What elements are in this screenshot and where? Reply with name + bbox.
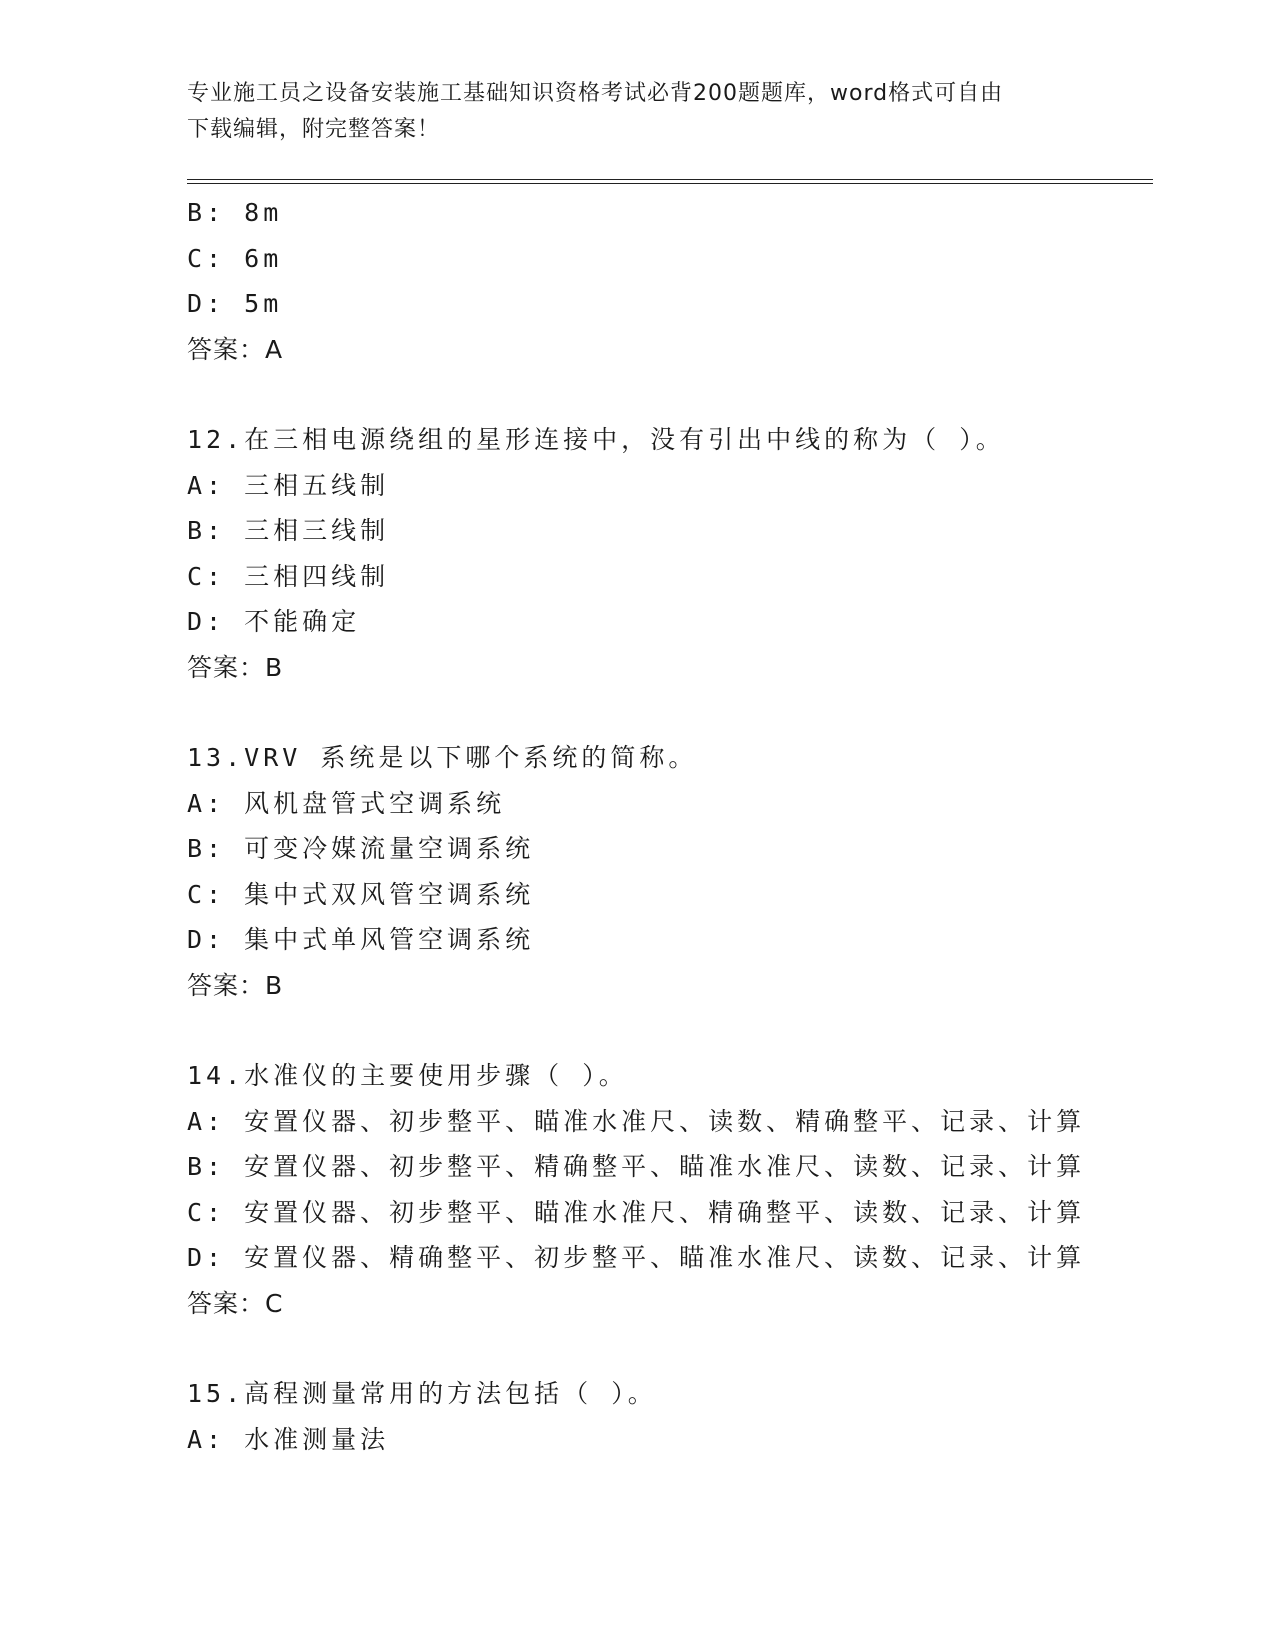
option-d: D: 集中式单风管空调系统: [187, 925, 535, 954]
answer-label: 答案：A: [187, 334, 284, 364]
header-rule-top: [187, 179, 1153, 180]
header-line-1: 专业施工员之设备安装施工基础知识资格考试必背200题题库，word格式可自由: [187, 81, 1004, 106]
option-c: C: 安置仪器、初步整平、瞄准水准尺、精确整平、读数、记录、计算: [187, 1197, 1086, 1227]
question-12: [187, 417, 1147, 690]
question-11-continued: [187, 190, 1147, 372]
option-c: C: 6m: [187, 243, 283, 273]
option-a: A: 安置仪器、初步整平、瞄准水准尺、读数、精确整平、记录、计算: [187, 1106, 1086, 1136]
option-b: B: 可变冷媒流量空调系统: [187, 834, 535, 863]
option-b: B: 安置仪器、初步整平、精确整平、瞄准水准尺、读数、记录、计算: [187, 1152, 1086, 1181]
question-list: [187, 190, 1147, 1462]
question-14: [187, 1053, 1147, 1326]
option-d: D: 安置仪器、精确整平、初步整平、瞄准水准尺、读数、记录、计算: [187, 1243, 1086, 1272]
question-title: 14.水准仪的主要使用步骤（ ）。: [187, 1061, 628, 1090]
question-title: 13.VRV 系统是以下哪个系统的简称。: [187, 743, 698, 772]
option-a: A: 三相五线制: [187, 470, 390, 500]
option-a: A: 水准测量法: [187, 1424, 390, 1454]
question-13: [187, 735, 1147, 1008]
option-d: D: 不能确定: [187, 607, 361, 636]
question-title: 15.高程测量常用的方法包括（ ）。: [187, 1379, 657, 1408]
option-c: C: 集中式双风管空调系统: [187, 879, 535, 909]
option-d: D: 5m: [187, 289, 283, 318]
header-rule-bottom: [187, 183, 1153, 184]
option-b: B: 三相三线制: [187, 516, 390, 545]
option-b: B: 8m: [187, 198, 283, 227]
question-title: 12.在三相电源绕组的星形连接中，没有引出中线的称为（ ）。: [187, 425, 1005, 454]
option-a: A: 风机盘管式空调系统: [187, 788, 506, 818]
header-line-2: 下载编辑，附完整答案！: [187, 117, 441, 142]
answer-label: 答案：B: [187, 970, 284, 1000]
document-header: [187, 76, 1087, 148]
answer-label: 答案：C: [187, 1288, 284, 1318]
answer-label: 答案：B: [187, 652, 284, 682]
option-c: C: 三相四线制: [187, 561, 390, 591]
question-15: [187, 1371, 1147, 1462]
